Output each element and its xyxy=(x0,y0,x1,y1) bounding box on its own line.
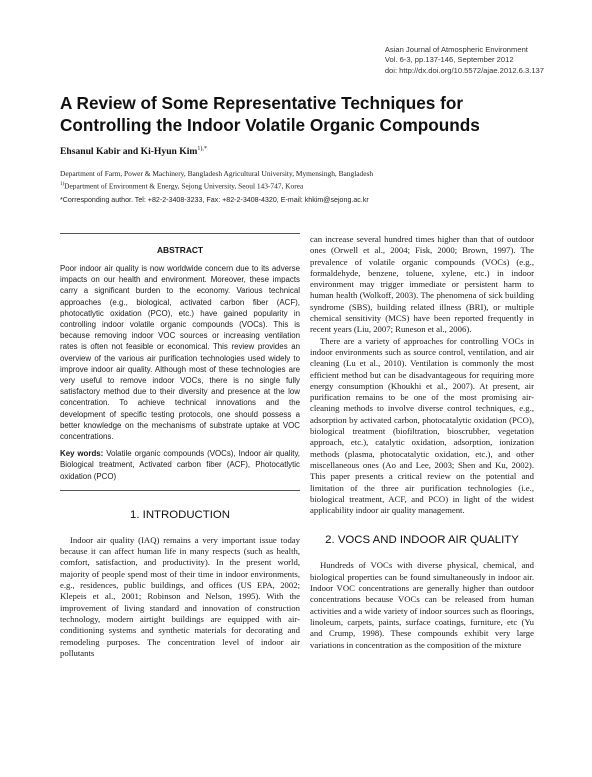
right-column xyxy=(310,233,534,651)
affiliation-2-number: 1) xyxy=(60,181,65,187)
abstract-bottom-rule xyxy=(60,490,300,491)
keywords-text: Volatile organic compounds (VOCs), Indoor air quality, Biological treatment, Activated carbon fiber (ACF), Photocatlytic oxidation (PCO) xyxy=(60,449,300,481)
journal-doi: doi: http://dx.doi.org/10.5572/ajae.2012.6.3.137 xyxy=(384,65,544,75)
title-line-1: A Review of Some Representative Techniques for xyxy=(60,93,464,113)
affiliation-2 xyxy=(60,180,540,192)
corresponding-author: *Corresponding author. Tel: +82-2-3408-3233, Fax: +82-2-3408-4320, E-mail: khkim@sejong.ac.kr xyxy=(60,196,369,204)
title-line-2: Controlling the Indoor Volatile Organic Compounds xyxy=(60,115,480,135)
section-2-paragraph-1: Hundreds of VOCs with diverse physical, chemical, and biological properties can be found simultaneously in indoor air. Indoor VOC concentrations are generally higher than outdoor concentrations because VOCs can be released from human activities and a wide variety of indoor sources such as floorings, linoleum, carpets, paints, surface coatings, furniture, etc (Yu and Crump, 1998). These compounds exhibit very large variations in concentration as the composition of the mixture xyxy=(310,560,534,650)
intro-paragraph-2: can increase several hundred times higher than that of outdoor ones (Orwell et al., 2004; Fisk, 2000; Brown, 1997). The prevalence of volatile organic compounds (VOCs) (e.g., formaldehyde, benzene, toluene, xylene, etc.) in indoor environment may trigger immediate or persistent harm to human health (Wolkoff, 2003). The phenomena of sick building syndrome (SBS), building related illness (BRI), or multiple chemical sensitivity (MCS) have been reported frequently in recent years (Liu, 2007; Runeson et al., 2006). xyxy=(310,234,534,335)
affiliations xyxy=(60,169,540,192)
left-column xyxy=(60,233,300,659)
keywords xyxy=(60,448,300,482)
abstract-text: Poor indoor air quality is now worldwide concern due to its adverse impacts on our health and environment. Moreover, these impacts carry a significant burden to the economy. Various technical approaches (e.g., biological, activated carbon fiber (ACF), photocatlytic oxidation (PCO), etc.) have gained popularity in controlling indoor volatile organic compounds (VOCs). This is because removing indoor VOC sources or increasing ventilation rates is often not feasible or economical. This review provides an overview of the various air purification technologies used widely to improve indoor air quality. Although most of these technologies are very useful to remove indoor VOCs, there is no single fully satisfactory method due to their diversity and presence at the low concentration. To achieve technical innovations and the development of specific testing protocols, one should possess a better knowledge on the mechanisms of substrate uptake at VOC concentrations. xyxy=(60,264,300,442)
section-1-heading: 1. INTRODUCTION xyxy=(130,508,230,521)
journal-info xyxy=(385,45,544,76)
author-list xyxy=(60,146,207,157)
abstract-heading: ABSTRACT xyxy=(156,245,204,255)
affiliation-1: Department of Farm, Power & Machinery, Bangladesh Agricultural University, Mymensingh, Bangladesh xyxy=(60,169,374,178)
intro-paragraph-3: There are a variety of approaches for controlling VOCs in indoor environments such as source control, ventilation, and air cleaning (Lu et al., 2010). Ventilation is commonly the most efficient method but can be disadvantageous for requiring more energy consumption (Khoukhi et al., 2007). At present, air purification remains to be one of the most promising air-cleaning methods to involve diverse control techniques, e.g., adsorption by activated carbon, photocatalytic oxidation (PCO), biological treatment (biofiltration, bioscrubber, vegetation approach, etc.), catalytic oxidation, adsorption, ionization methods (plasma, photocatalytic oxidation, etc.), and other miscellaneous ones (Ao and Lee, 2003; Shen and Ku, 2002). This paper presents a critical review on the potential and limitation of the three air purification technologies (i.e., biological treatment, ACF, and PCO) in light of the widest applicability indoor air quality management. xyxy=(310,335,534,516)
section-2-heading: 2. VOCS AND INDOOR AIR QUALITY xyxy=(325,534,519,547)
intro-paragraph-1: Indoor air quality (IAQ) remains a very important issue today because it can affect human life in many respects (such as health, comfort, satisfaction, and productivity). In the present world, majority of people spend most of their time in indoor environments, e.g., residences, public buildings, and offices (US EPA, 2002; Klepeis et al., 2001; Robinson and Nelson, 1995). With the improvement of living standard and innovation of construction technology, modern airtight buildings are equipped with air-conditioning systems and synthetic materials for decorating and remodeling purposes. The concentration level of indoor air pollutants xyxy=(60,534,300,658)
author-names: Ehsanul Kabir and Ki-Hyun Kim xyxy=(60,146,198,158)
journal-name: Asian Journal of Atmospheric Environment xyxy=(384,45,528,54)
author-marker: 1),* xyxy=(197,146,207,152)
abstract-top-rule xyxy=(60,233,300,234)
keywords-label: Key words: xyxy=(60,449,104,459)
paper-title xyxy=(60,92,540,136)
journal-volume: Vol. 6-3, pp.137-146, September 2012 xyxy=(384,55,514,65)
affiliation-2-text: Department of Environment & Energy, Sejong University, Seoul 143-747, Korea xyxy=(64,181,304,191)
